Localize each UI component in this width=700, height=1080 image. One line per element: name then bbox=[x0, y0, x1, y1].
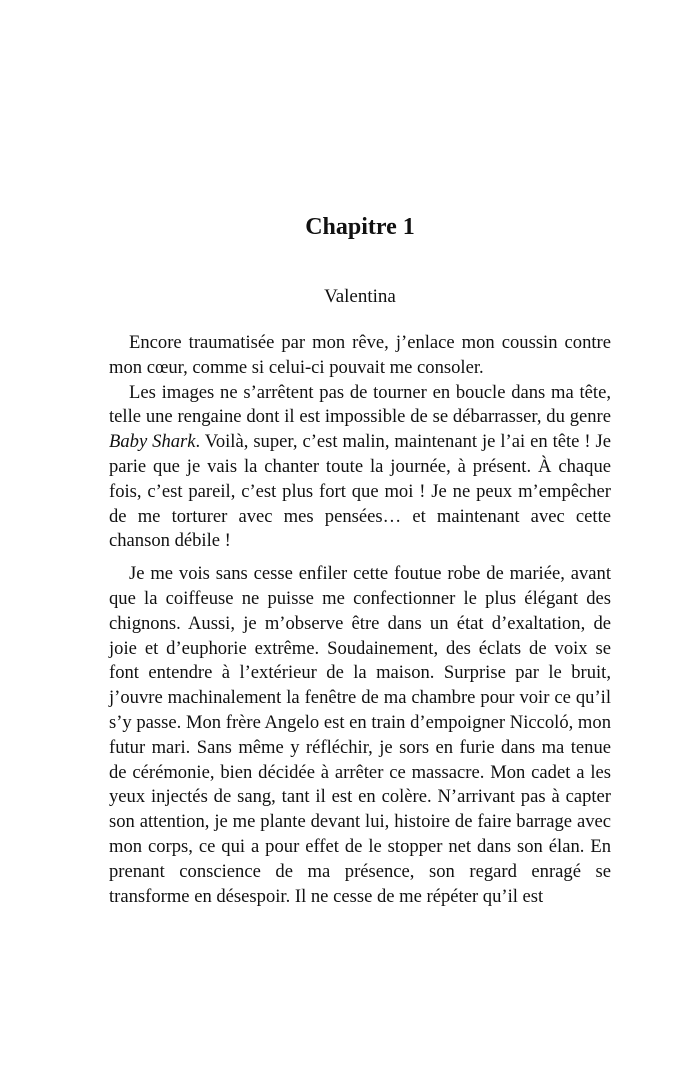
paragraph-2-text-before: Les images ne s’arrêtent pas de tourner en boucle dans ma tête, telle une rengaine dont il est impossible de se débarrasser, du genre bbox=[109, 381, 611, 428]
paragraph-1: Encore traumatisée par mon rêve, j’enlace mon coussin contre mon cœur, comme si celui-ci pouvait me consoler. bbox=[109, 332, 611, 378]
chapter-title: Chapitre 1 bbox=[305, 214, 415, 240]
paragraph-2 bbox=[109, 381, 611, 555]
paragraph-2-italic-title: Baby Shark bbox=[109, 431, 196, 453]
paragraph-2-text-after: . Voilà, super, c’est malin, maintenant je l’ai en tête ! Je parie que je vais la chanter toute la journée, à présent. À chaque fois, c’est pareil, c’est plus fort que moi ! Je ne peux m’empêcher de me torturer avec mes pensées… et maintenant avec cette chanson débile ! bbox=[109, 431, 612, 552]
book-page bbox=[109, 0, 611, 1080]
chapter-body bbox=[109, 331, 611, 909]
pov-character-name: Valentina bbox=[324, 286, 396, 307]
paragraph-3: Je me vois sans cesse enfiler cette foutue robe de mariée, avant que la coiffeuse ne puisse me confectionner le plus élégant des chignons. Aussi, je m’observe être dans un état d’exaltation, de joie et d’euphorie extrême. Soudainement, des éclats de voix se font entendre à l’extérieur de la maison. Surprise par le bruit, j’ouvre machinalement la fenêtre de ma chambre pour voir ce qu’il s’y passe. Mon frère Angelo est en train d’empoigner Niccoló, mon futur mari. Sans même y réfléchir, je sors en furie dans ma tenue de cérémonie, bien décidée à arrêter ce massacre. Mon cadet a les yeux injectés de sang, tant il est en colère. N’arrivant pas à capter son attention, je me plante devant lui, histoire de faire barrage avec mon corps, ce qui a pour effet de le stopper net dans son élan. En prenant conscience de ma présence, son regard enragé se transforme en désespoir. Il ne cesse de me répéter qu’il est bbox=[109, 563, 611, 907]
